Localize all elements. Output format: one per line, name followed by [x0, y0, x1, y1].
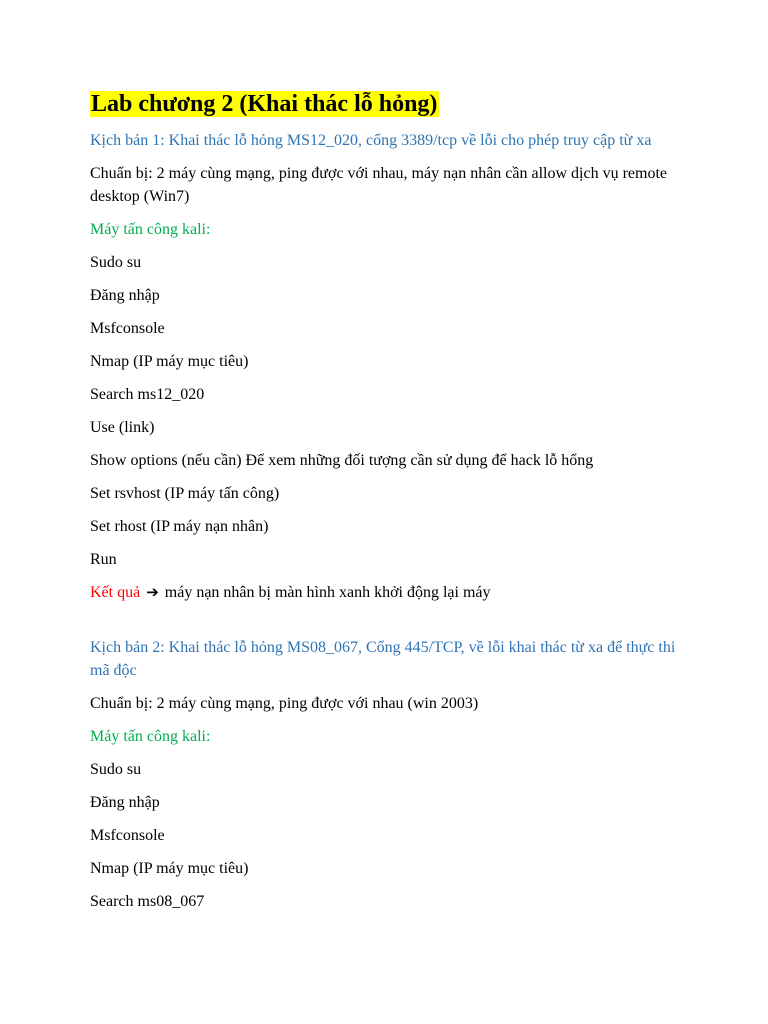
scenario-1-step: Set rsvhost (IP máy tấn công): [90, 484, 280, 502]
right-arrow-icon: ➔: [146, 582, 159, 601]
scenario-2-step: Msfconsole: [90, 826, 165, 844]
scenario-1-step: Đăng nhập: [90, 286, 160, 304]
scenario-1-step: Sudo su: [90, 253, 142, 271]
scenario-1-step: Nmap (IP máy mục tiêu): [90, 352, 249, 370]
scenario-1-step: Msfconsole: [90, 319, 165, 337]
scenario-1-result: [90, 581, 690, 604]
title-highlight: Lab chương 2 (Khai thác lỗ hỏng): [91, 91, 438, 117]
scenario-1-heading: Kịch bản 1: Khai thác lỗ hỏng MS12_020, cổng 3389/tcp về lỗi cho phép truy cập từ xa: [90, 131, 652, 149]
scenario-2-prep: Chuẩn bị: 2 máy cùng mạng, ping được với nhau (win 2003): [90, 694, 479, 712]
scenario-2-attacker-label: Máy tấn công kali:: [90, 727, 211, 745]
result-label: Kết quả: [90, 583, 141, 601]
scenario-1-step: Use (link): [90, 418, 155, 436]
scenario-1-step: Search ms12_020: [90, 385, 205, 403]
scenario-2-step: Sudo su: [90, 760, 142, 778]
document-page: [90, 90, 690, 923]
scenario-1-step: Show options (nếu cần) Để xem những đối tượng cần sử dụng để hack lỗ hổng: [90, 451, 594, 469]
scenario-2-heading: Kịch bản 2: Khai thác lỗ hỏng MS08_067, Cổng 445/TCP, về lỗi khai thác từ xa để thực thi mã độc: [90, 638, 676, 679]
scenario-1-prep: Chuẩn bị: 2 máy cùng mạng, ping được với nhau, máy nạn nhân cần allow dịch vụ remote desktop (Win7): [90, 164, 668, 205]
scenario-2-step: Đăng nhập: [90, 793, 160, 811]
section-spacer: [90, 614, 690, 636]
scenario-2-step: Search ms08_067: [90, 892, 205, 910]
scenario-2-step: Nmap (IP máy mục tiêu): [90, 859, 249, 877]
scenario-1-step: Set rhost (IP máy nạn nhân): [90, 517, 269, 535]
scenario-1-attacker-label: Máy tấn công kali:: [90, 220, 211, 238]
document-title: [90, 90, 690, 119]
result-text: máy nạn nhân bị màn hình xanh khởi động lại máy: [164, 583, 491, 601]
scenario-1-step: Run: [90, 550, 117, 568]
